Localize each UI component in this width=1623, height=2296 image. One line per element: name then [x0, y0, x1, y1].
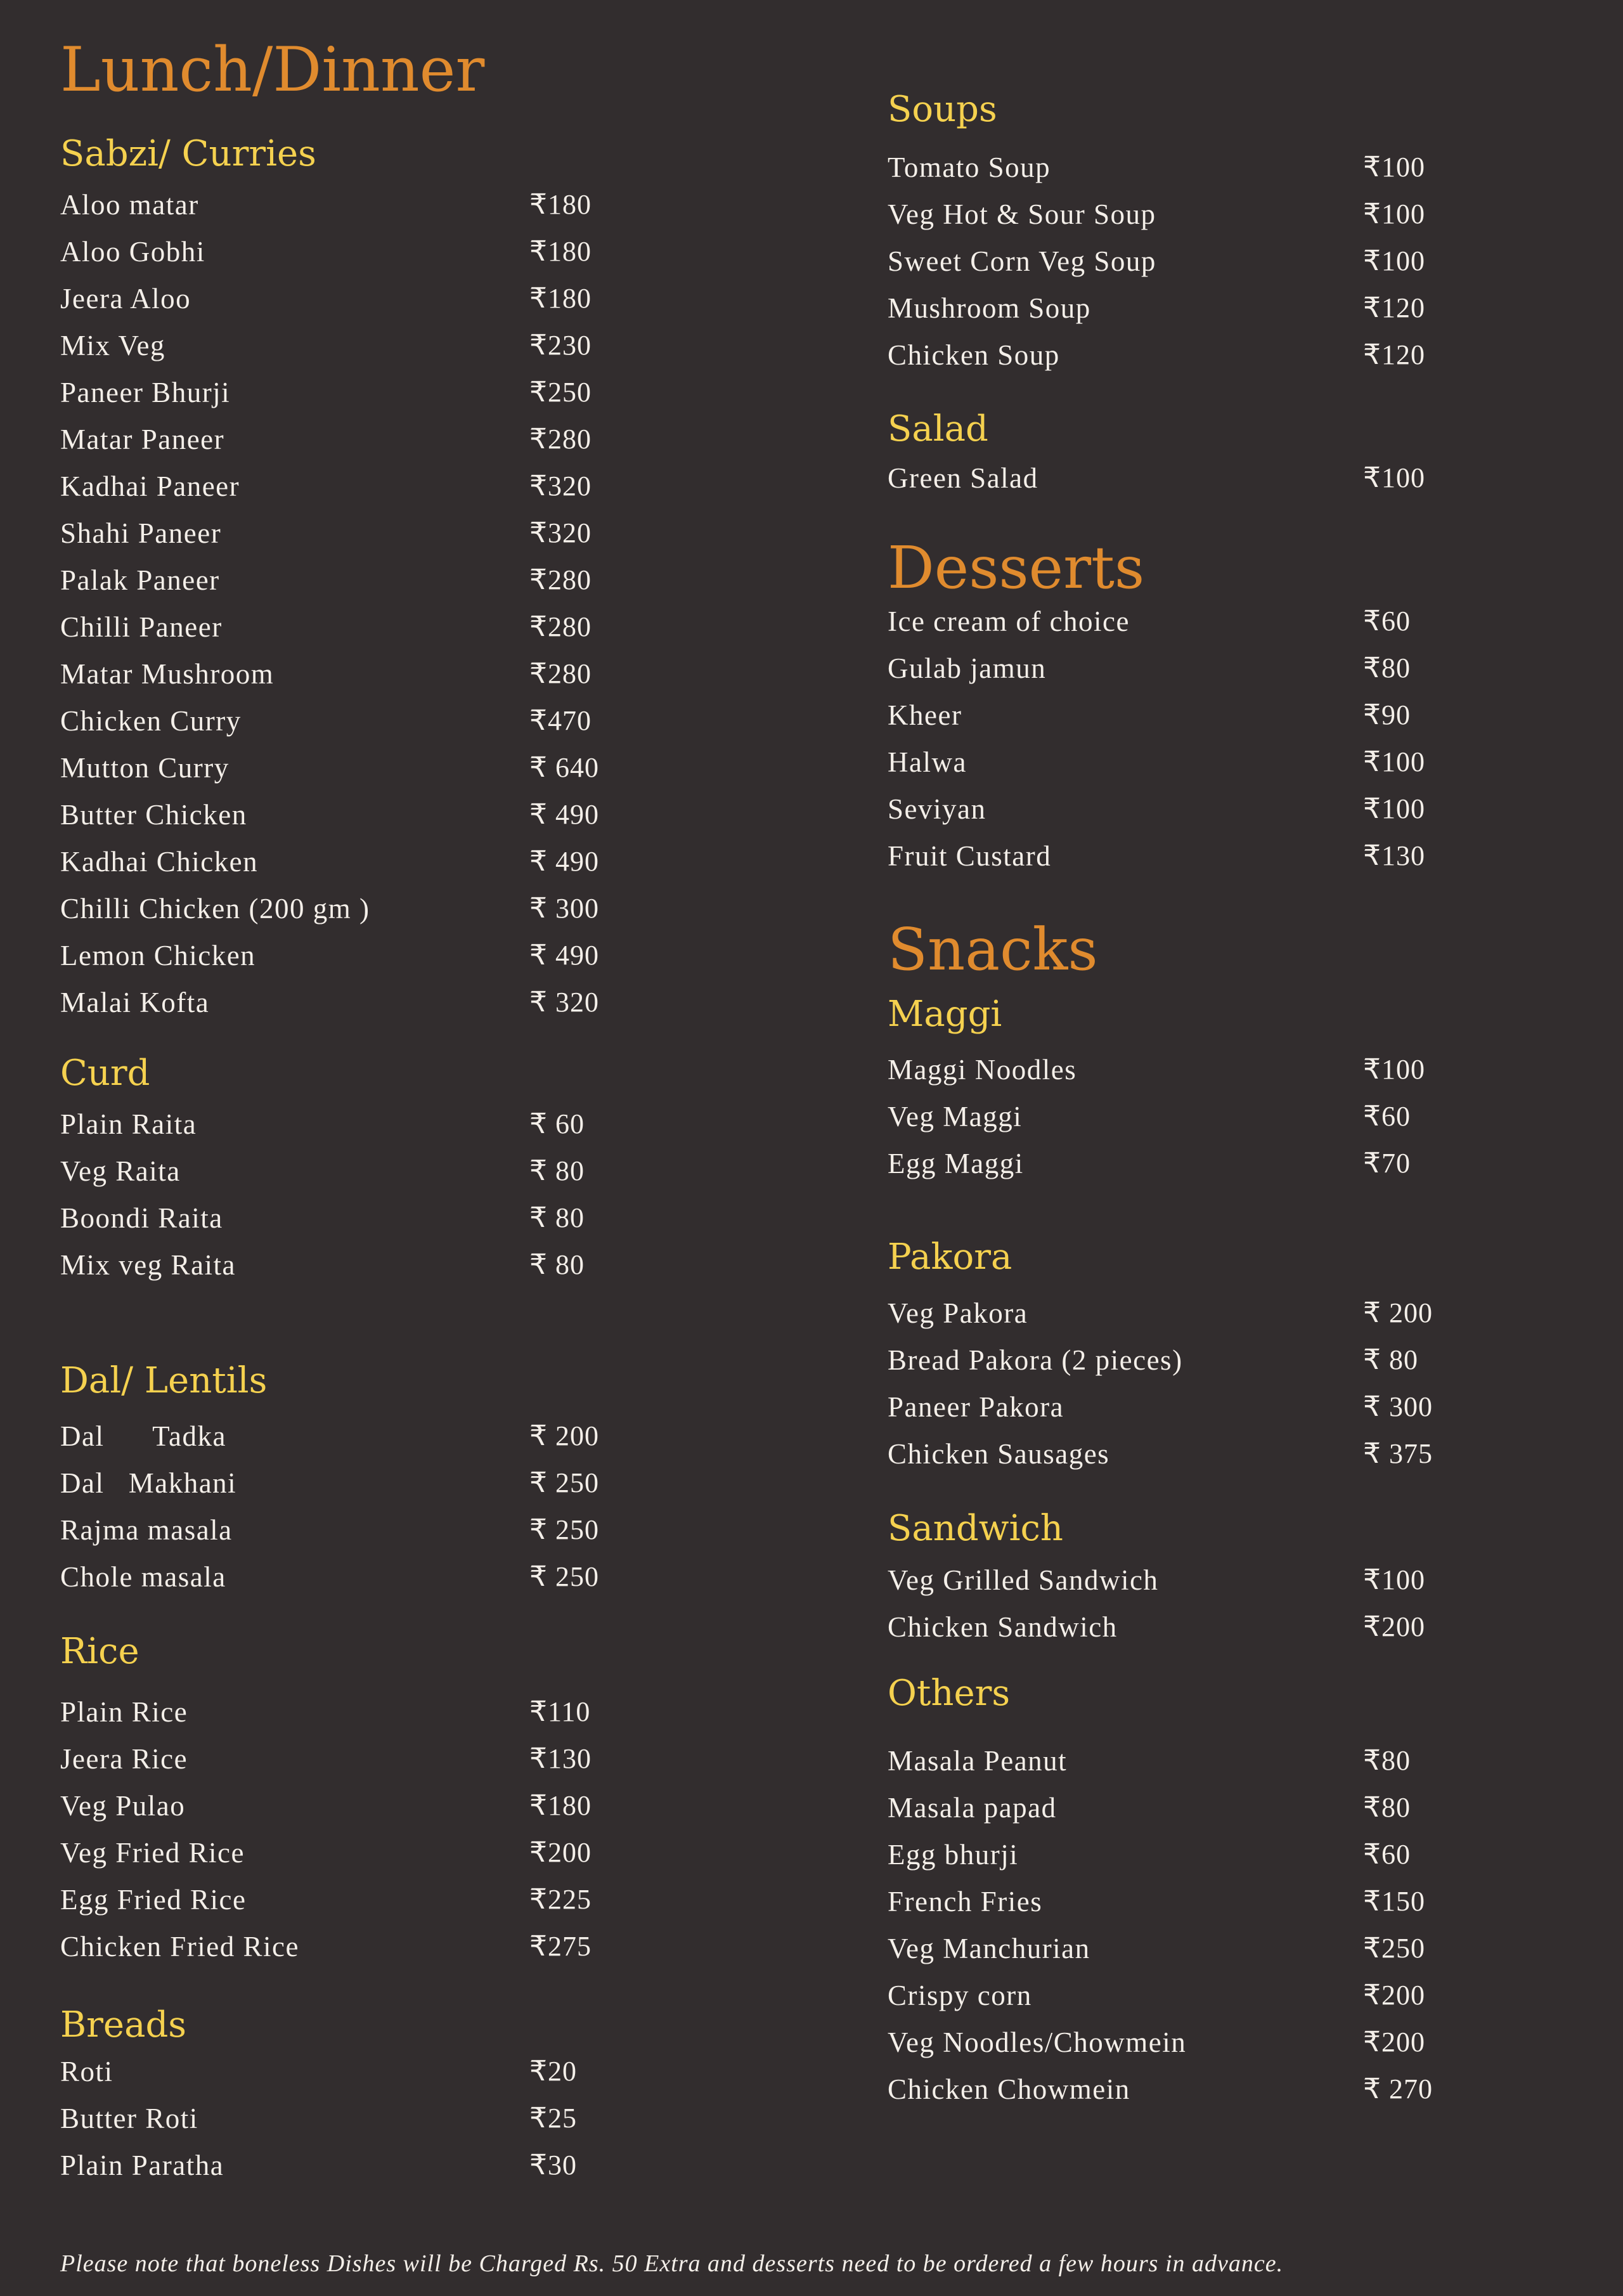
menu-item-price: ₹180	[529, 1790, 592, 1821]
menu-item-price: ₹30	[529, 2150, 577, 2181]
menu-item-price: ₹100	[1363, 1054, 1425, 1085]
menu-item-name: Egg Maggi	[888, 1148, 1024, 1179]
dal-lentils-heading: Dal/ Lentils	[60, 1360, 268, 1401]
menu-item-price: ₹ 250	[529, 1467, 599, 1498]
menu-item-name: Chicken Chowmein	[888, 2073, 1130, 2105]
menu-item-name: Veg Raita	[60, 1155, 181, 1187]
lunch-dinner-heading: Lunch/Dinner	[60, 34, 485, 105]
menu-item-price: ₹ 200	[529, 1420, 599, 1451]
menu-item-price: ₹80	[1363, 1792, 1411, 1823]
menu-item-name: Mutton Curry	[60, 752, 230, 784]
menu-item-price: ₹120	[1363, 339, 1425, 370]
menu-item-price: ₹ 300	[529, 893, 599, 924]
menu-item-price: ₹100	[1363, 462, 1425, 493]
menu-item-price: ₹100	[1363, 1564, 1425, 1595]
menu-item-name: Kadhai Paneer	[60, 470, 240, 502]
menu-item-price: ₹130	[1363, 840, 1425, 871]
menu-item-price: ₹20	[529, 2056, 577, 2087]
rice-heading: Rice	[60, 1631, 139, 1672]
menu-item-name: Mushroom Soup	[888, 292, 1091, 324]
menu-item-name: Paneer Bhurji	[60, 377, 231, 408]
menu-item-price: ₹280	[529, 611, 592, 642]
menu-item-price: ₹225	[529, 1884, 592, 1915]
menu-item-price: ₹320	[529, 470, 592, 502]
menu-item-price: ₹ 375	[1363, 1438, 1433, 1469]
menu-item-name: Kheer	[888, 699, 962, 731]
footer-note: Please note that boneless Dishes will be Charged Rs. 50 Extra and desserts need to be ordered a few hours in advance.	[60, 2250, 1284, 2277]
menu-item-name: Chilli Chicken (200 gm )	[60, 893, 370, 924]
menu-item-name: Veg Fried Rice	[60, 1837, 245, 1869]
menu-item-price: ₹100	[1363, 198, 1425, 230]
menu-item-name: Seviyan	[888, 793, 986, 825]
menu-item-name: Dal Makhani	[60, 1467, 237, 1499]
menu-item-price: ₹200	[1363, 1611, 1425, 1642]
soups-heading: Soups	[888, 89, 997, 130]
menu-item-price: ₹ 640	[529, 752, 599, 783]
menu-item-name: Halwa	[888, 746, 967, 778]
breads-heading: Breads	[60, 2004, 187, 2046]
menu-item-price: ₹275	[529, 1931, 592, 1962]
menu-item-name: Gulab jamun	[888, 652, 1047, 684]
menu-item-name: Shahi Paneer	[60, 517, 222, 549]
menu-item-name: French Fries	[888, 1886, 1043, 1917]
menu-item-price: ₹280	[529, 658, 592, 689]
menu-item-price: ₹200	[529, 1837, 592, 1868]
menu-item-price: ₹250	[529, 377, 592, 408]
menu-item-price: ₹ 200	[1363, 1297, 1433, 1328]
others-heading: Others	[888, 1673, 1011, 1714]
menu-item-name: Plain Rice	[60, 1696, 188, 1728]
menu-item-price: ₹ 60	[529, 1108, 585, 1139]
maggi-heading: Maggi	[888, 994, 1002, 1035]
menu-item-price: ₹130	[529, 1743, 592, 1774]
menu-item-name: Veg Manchurian	[888, 1933, 1090, 1964]
menu-item-name: Chicken Sausages	[888, 1438, 1110, 1470]
menu-item-name: Aloo matar	[60, 189, 199, 221]
menu-item-name: Chilli Paneer	[60, 611, 223, 643]
menu-item-price: ₹100	[1363, 746, 1425, 777]
menu-item-name: Butter Roti	[60, 2103, 198, 2134]
menu-item-price: ₹180	[529, 236, 592, 267]
sandwich-heading: Sandwich	[888, 1508, 1063, 1549]
menu-item-name: Aloo Gobhi	[60, 236, 205, 268]
menu-item-name: Bread Pakora (2 pieces)	[888, 1344, 1183, 1376]
menu-item-name: Lemon Chicken	[60, 940, 256, 971]
menu-item-price: ₹ 80	[529, 1202, 585, 1233]
menu-item-price: ₹470	[529, 705, 592, 736]
menu-item-price: ₹ 300	[1363, 1391, 1433, 1422]
menu-item-name: Rajma masala	[60, 1514, 233, 1546]
menu-item-name: Chole masala	[60, 1561, 226, 1593]
menu-item-price: ₹25	[529, 2103, 577, 2134]
menu-item-price: ₹ 490	[529, 799, 599, 830]
menu-item-price: ₹60	[1363, 606, 1411, 637]
menu-item-name: Veg Pakora	[888, 1297, 1028, 1329]
menu-item-name: Mix Veg	[60, 330, 165, 361]
menu-item-price: ₹70	[1363, 1148, 1411, 1179]
sabzi-curries-heading: Sabzi/ Curries	[60, 133, 316, 174]
pakora-heading: Pakora	[888, 1236, 1012, 1278]
menu-item-name: Tomato Soup	[888, 152, 1051, 183]
menu-item-name: Mix veg Raita	[60, 1249, 236, 1281]
menu-item-price: ₹ 80	[529, 1249, 585, 1280]
menu-item-name: Palak Paneer	[60, 564, 220, 596]
menu-item-name: Green Salad	[888, 462, 1038, 494]
menu-item-name: Roti	[60, 2056, 113, 2087]
menu-item-price: ₹230	[529, 330, 592, 361]
menu-item-name: Veg Maggi	[888, 1101, 1023, 1132]
menu-item-name: Matar Paneer	[60, 424, 225, 455]
snacks-heading: Snacks	[888, 916, 1098, 983]
menu-item-name: Matar Mushroom	[60, 658, 275, 690]
menu-item-name: Plain Raita	[60, 1108, 197, 1140]
menu-item-price: ₹180	[529, 189, 592, 220]
menu-item-price: ₹80	[1363, 652, 1411, 684]
menu-item-name: Ice cream of choice	[888, 606, 1130, 637]
menu-item-price: ₹80	[1363, 1745, 1411, 1776]
menu-item-name: Egg Fried Rice	[60, 1884, 247, 1916]
menu-item-name: Crispy corn	[888, 1980, 1032, 2011]
menu-item-name: Dal Tadka	[60, 1420, 226, 1452]
menu-item-name: Chicken Sandwich	[888, 1611, 1118, 1643]
menu-item-price: ₹ 270	[1363, 2073, 1433, 2105]
menu-item-name: Kadhai Chicken	[60, 846, 259, 878]
menu-item-price: ₹280	[529, 424, 592, 455]
menu-item-name: Chicken Fried Rice	[60, 1931, 299, 1962]
menu-item-price: ₹ 490	[529, 846, 599, 877]
menu-item-price: ₹150	[1363, 1886, 1425, 1917]
menu-item-price: ₹100	[1363, 245, 1425, 276]
menu-item-price: ₹250	[1363, 1933, 1425, 1964]
menu-item-price: ₹100	[1363, 152, 1425, 183]
menu-item-name: Fruit Custard	[888, 840, 1052, 872]
desserts-heading: Desserts	[888, 534, 1145, 602]
menu-item-name: Sweet Corn Veg Soup	[888, 245, 1156, 277]
menu-item-name: Veg Hot & Sour Soup	[888, 198, 1156, 230]
menu-item-price: ₹100	[1363, 793, 1425, 824]
menu-item-name: Veg Pulao	[60, 1790, 186, 1822]
menu-item-name: Plain Paratha	[60, 2150, 224, 2181]
menu-item-name: Veg Noodles/Chowmein	[888, 2027, 1187, 2058]
menu-item-name: Maggi Noodles	[888, 1054, 1077, 1086]
menu-item-name: Jeera Aloo	[60, 283, 191, 315]
menu-item-name: Masala papad	[888, 1792, 1057, 1824]
menu-item-name: Boondi Raita	[60, 1202, 223, 1234]
menu-item-price: ₹ 250	[529, 1561, 599, 1592]
menu-item-price: ₹200	[1363, 1980, 1425, 2011]
menu-item-price: ₹180	[529, 283, 592, 314]
menu-item-price: ₹60	[1363, 1101, 1411, 1132]
menu-item-price: ₹280	[529, 564, 592, 595]
menu-item-name: Chicken Soup	[888, 339, 1060, 371]
menu-item-name: Masala Peanut	[888, 1745, 1068, 1777]
menu-item-price: ₹ 80	[1363, 1344, 1418, 1375]
menu-item-name: Butter Chicken	[60, 799, 247, 831]
menu-item-price: ₹110	[529, 1696, 591, 1727]
salad-heading: Salad	[888, 408, 988, 450]
menu-item-price: ₹ 320	[529, 987, 599, 1018]
menu-item-name: Egg bhurji	[888, 1839, 1019, 1871]
menu-item-name: Veg Grilled Sandwich	[888, 1564, 1159, 1596]
menu-item-price: ₹ 490	[529, 940, 599, 971]
menu-item-name: Jeera Rice	[60, 1743, 188, 1775]
menu-item-name: Chicken Curry	[60, 705, 242, 737]
curd-heading: Curd	[60, 1053, 150, 1094]
menu-item-price: ₹60	[1363, 1839, 1411, 1870]
menu-item-name: Paneer Pakora	[888, 1391, 1064, 1423]
menu-item-name: Malai Kofta	[60, 987, 210, 1018]
menu-item-price: ₹120	[1363, 292, 1425, 323]
menu-item-price: ₹ 250	[529, 1514, 599, 1545]
menu-item-price: ₹320	[529, 517, 592, 548]
menu-item-price: ₹90	[1363, 699, 1411, 730]
menu-item-price: ₹200	[1363, 2027, 1425, 2058]
menu-item-price: ₹ 80	[529, 1155, 585, 1186]
